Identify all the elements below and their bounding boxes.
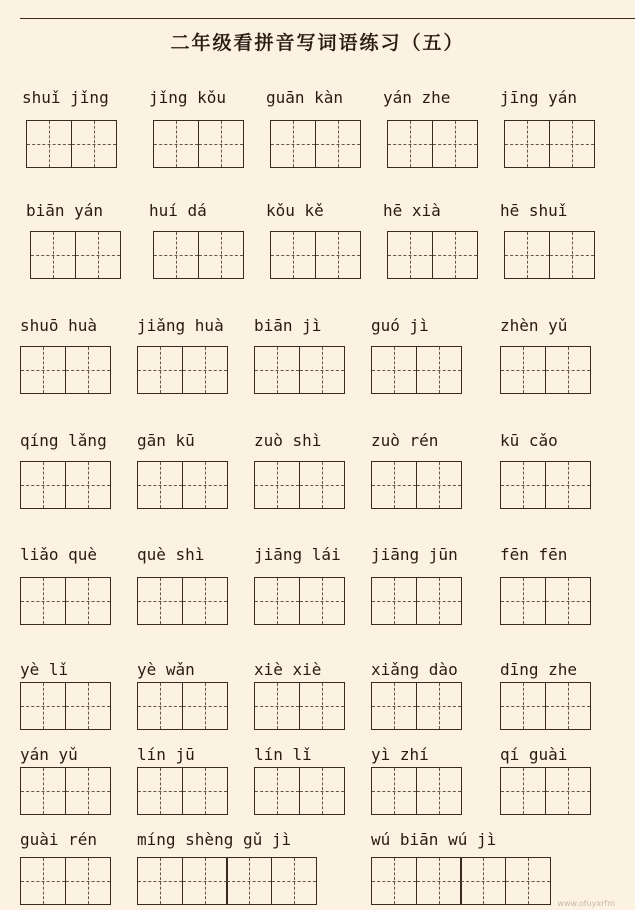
tianzige-grid bbox=[254, 767, 345, 815]
tianzige-cell[interactable] bbox=[545, 461, 591, 509]
tianzige-grid bbox=[500, 346, 591, 394]
pinyin-label: gān kū bbox=[137, 431, 195, 450]
tianzige-cell[interactable] bbox=[65, 346, 111, 394]
pinyin-label: guān kàn bbox=[266, 88, 344, 107]
tianzige-grid bbox=[26, 120, 117, 168]
tianzige-grid bbox=[137, 767, 228, 815]
tianzige-cell[interactable] bbox=[71, 120, 117, 168]
tianzige-cell[interactable] bbox=[20, 767, 66, 815]
pinyin-label: yè wǎn bbox=[137, 660, 195, 679]
tianzige-cell[interactable] bbox=[254, 346, 300, 394]
pinyin-label: jǐng kǒu bbox=[149, 88, 227, 107]
pinyin-label: biān jì bbox=[254, 316, 322, 335]
tianzige-cell[interactable] bbox=[75, 231, 121, 279]
tianzige-cell[interactable] bbox=[270, 231, 316, 279]
page-title: 二年级看拼音写词语练习（五） bbox=[170, 32, 465, 54]
tianzige-grid bbox=[371, 767, 462, 815]
tianzige-cell[interactable] bbox=[20, 682, 66, 730]
tianzige-grid bbox=[20, 346, 111, 394]
tianzige-cell[interactable] bbox=[182, 682, 228, 730]
tianzige-cell[interactable] bbox=[270, 120, 316, 168]
pinyin-label: jiǎng huà bbox=[137, 316, 224, 335]
pinyin-label: shuǐ jǐng bbox=[22, 88, 109, 107]
tianzige-grid bbox=[254, 346, 345, 394]
pinyin-label: biān yán bbox=[26, 201, 104, 220]
tianzige-cell[interactable] bbox=[182, 461, 228, 509]
pinyin-label: xiǎng dào bbox=[371, 660, 458, 679]
pinyin-label: guài rén bbox=[20, 830, 98, 849]
tianzige-cell[interactable] bbox=[371, 857, 417, 905]
header-rule bbox=[20, 18, 635, 19]
tianzige-cell[interactable] bbox=[137, 461, 183, 509]
watermark: www.ofuyxrfm bbox=[557, 899, 615, 908]
pinyin-label: lín lǐ bbox=[254, 745, 312, 764]
tianzige-cell[interactable] bbox=[65, 577, 111, 625]
tianzige-cell[interactable] bbox=[65, 461, 111, 509]
tianzige-cell[interactable] bbox=[65, 857, 111, 905]
tianzige-cell[interactable] bbox=[299, 577, 345, 625]
tianzige-grid bbox=[153, 120, 244, 168]
tianzige-grid bbox=[20, 461, 111, 509]
pinyin-label: yán yǔ bbox=[20, 745, 78, 764]
tianzige-cell[interactable] bbox=[315, 231, 361, 279]
tianzige-cell[interactable] bbox=[371, 346, 417, 394]
pinyin-label: xiè xiè bbox=[254, 660, 322, 679]
pinyin-label: hē xià bbox=[383, 201, 441, 220]
pinyin-label: shuō huà bbox=[20, 316, 98, 335]
tianzige-grid bbox=[500, 767, 591, 815]
tianzige-grid bbox=[254, 577, 345, 625]
tianzige-grid bbox=[371, 682, 462, 730]
tianzige-cell[interactable] bbox=[182, 346, 228, 394]
tianzige-grid bbox=[137, 346, 228, 394]
tianzige-grid bbox=[371, 577, 462, 625]
tianzige-cell[interactable] bbox=[20, 346, 66, 394]
tianzige-cell[interactable] bbox=[182, 857, 228, 905]
tianzige-cell[interactable] bbox=[387, 120, 433, 168]
tianzige-cell[interactable] bbox=[26, 120, 72, 168]
tianzige-cell[interactable] bbox=[299, 682, 345, 730]
tianzige-cell[interactable] bbox=[30, 231, 76, 279]
tianzige-cell[interactable] bbox=[500, 767, 546, 815]
tianzige-cell[interactable] bbox=[545, 767, 591, 815]
tianzige-cell[interactable] bbox=[20, 857, 66, 905]
pinyin-label: míng shèng gǔ jì bbox=[137, 830, 292, 849]
tianzige-cell[interactable] bbox=[299, 346, 345, 394]
tianzige-cell[interactable] bbox=[500, 461, 546, 509]
tianzige-grid bbox=[270, 231, 361, 279]
tianzige-cell[interactable] bbox=[137, 682, 183, 730]
pinyin-label: jiāng lái bbox=[254, 545, 341, 564]
tianzige-cell[interactable] bbox=[182, 577, 228, 625]
tianzige-cell[interactable] bbox=[254, 577, 300, 625]
tianzige-cell[interactable] bbox=[371, 682, 417, 730]
tianzige-cell[interactable] bbox=[226, 857, 272, 905]
tianzige-cell[interactable] bbox=[549, 231, 595, 279]
tianzige-grid bbox=[30, 231, 121, 279]
tianzige-cell[interactable] bbox=[371, 461, 417, 509]
tianzige-cell[interactable] bbox=[545, 682, 591, 730]
tianzige-grid bbox=[20, 857, 111, 905]
tianzige-cell[interactable] bbox=[137, 577, 183, 625]
tianzige-grid bbox=[504, 231, 595, 279]
tianzige-cell[interactable] bbox=[416, 767, 462, 815]
tianzige-grid bbox=[371, 857, 551, 905]
tianzige-cell[interactable] bbox=[387, 231, 433, 279]
pinyin-label: dīng zhe bbox=[500, 660, 578, 679]
pinyin-label: què shì bbox=[137, 545, 205, 564]
tianzige-cell[interactable] bbox=[153, 231, 199, 279]
tianzige-cell[interactable] bbox=[432, 231, 478, 279]
tianzige-cell[interactable] bbox=[371, 767, 417, 815]
tianzige-cell[interactable] bbox=[500, 346, 546, 394]
pinyin-label: yè lǐ bbox=[20, 660, 69, 679]
tianzige-cell[interactable] bbox=[416, 346, 462, 394]
pinyin-label: hē shuǐ bbox=[500, 201, 568, 220]
pinyin-label: guó jì bbox=[371, 316, 429, 335]
tianzige-cell[interactable] bbox=[549, 120, 595, 168]
tianzige-grid bbox=[371, 461, 462, 509]
tianzige-cell[interactable] bbox=[254, 767, 300, 815]
pinyin-label: jiāng jūn bbox=[371, 545, 458, 564]
pinyin-label: jīng yán bbox=[500, 88, 578, 107]
tianzige-cell[interactable] bbox=[153, 120, 199, 168]
pinyin-label: zuò rén bbox=[371, 431, 439, 450]
tianzige-cell[interactable] bbox=[505, 857, 551, 905]
tianzige-grid bbox=[137, 857, 317, 905]
tianzige-cell[interactable] bbox=[432, 120, 478, 168]
tianzige-grid bbox=[371, 346, 462, 394]
pinyin-label: huí dá bbox=[149, 201, 207, 220]
pinyin-label: wú biān wú jì bbox=[371, 830, 497, 849]
tianzige-cell[interactable] bbox=[137, 767, 183, 815]
tianzige-cell[interactable] bbox=[20, 461, 66, 509]
pinyin-label: qí guài bbox=[500, 745, 568, 764]
tianzige-cell[interactable] bbox=[254, 461, 300, 509]
tianzige-grid bbox=[20, 577, 111, 625]
tianzige-grid bbox=[153, 231, 244, 279]
tianzige-grid bbox=[137, 577, 228, 625]
pinyin-label: zuò shì bbox=[254, 431, 322, 450]
tianzige-cell[interactable] bbox=[416, 682, 462, 730]
tianzige-grid bbox=[500, 577, 591, 625]
pinyin-label: liǎo què bbox=[20, 545, 98, 564]
tianzige-cell[interactable] bbox=[20, 577, 66, 625]
pinyin-label: yì zhí bbox=[371, 745, 429, 764]
tianzige-cell[interactable] bbox=[137, 346, 183, 394]
tianzige-cell[interactable] bbox=[254, 682, 300, 730]
pinyin-label: kǒu kě bbox=[266, 201, 324, 220]
pinyin-label: kū cǎo bbox=[500, 431, 558, 450]
tianzige-grid bbox=[254, 461, 345, 509]
tianzige-cell[interactable] bbox=[504, 231, 550, 279]
tianzige-cell[interactable] bbox=[416, 461, 462, 509]
tianzige-cell[interactable] bbox=[500, 682, 546, 730]
tianzige-cell[interactable] bbox=[500, 577, 546, 625]
pinyin-label: lín jū bbox=[137, 745, 195, 764]
tianzige-cell[interactable] bbox=[545, 346, 591, 394]
tianzige-cell[interactable] bbox=[299, 767, 345, 815]
tianzige-cell[interactable] bbox=[198, 231, 244, 279]
tianzige-grid bbox=[137, 461, 228, 509]
tianzige-cell[interactable] bbox=[65, 767, 111, 815]
tianzige-cell[interactable] bbox=[198, 120, 244, 168]
tianzige-grid bbox=[500, 461, 591, 509]
pinyin-label: yán zhe bbox=[383, 88, 451, 107]
tianzige-cell[interactable] bbox=[271, 857, 317, 905]
tianzige-grid bbox=[20, 767, 111, 815]
tianzige-cell[interactable] bbox=[371, 577, 417, 625]
tianzige-cell[interactable] bbox=[182, 767, 228, 815]
pinyin-label: zhèn yǔ bbox=[500, 316, 568, 335]
tianzige-grid bbox=[270, 120, 361, 168]
tianzige-cell[interactable] bbox=[315, 120, 361, 168]
tianzige-cell[interactable] bbox=[65, 682, 111, 730]
tianzige-grid bbox=[387, 231, 478, 279]
tianzige-grid bbox=[20, 682, 111, 730]
tianzige-cell[interactable] bbox=[137, 857, 183, 905]
tianzige-cell[interactable] bbox=[460, 857, 506, 905]
tianzige-cell[interactable] bbox=[545, 577, 591, 625]
pinyin-label: fēn fēn bbox=[500, 545, 568, 564]
tianzige-grid bbox=[504, 120, 595, 168]
tianzige-grid bbox=[254, 682, 345, 730]
pinyin-label: qíng lǎng bbox=[20, 431, 107, 450]
tianzige-cell[interactable] bbox=[299, 461, 345, 509]
tianzige-grid bbox=[500, 682, 591, 730]
tianzige-grid bbox=[387, 120, 478, 168]
tianzige-cell[interactable] bbox=[416, 857, 462, 905]
tianzige-grid bbox=[137, 682, 228, 730]
tianzige-cell[interactable] bbox=[416, 577, 462, 625]
tianzige-cell[interactable] bbox=[504, 120, 550, 168]
